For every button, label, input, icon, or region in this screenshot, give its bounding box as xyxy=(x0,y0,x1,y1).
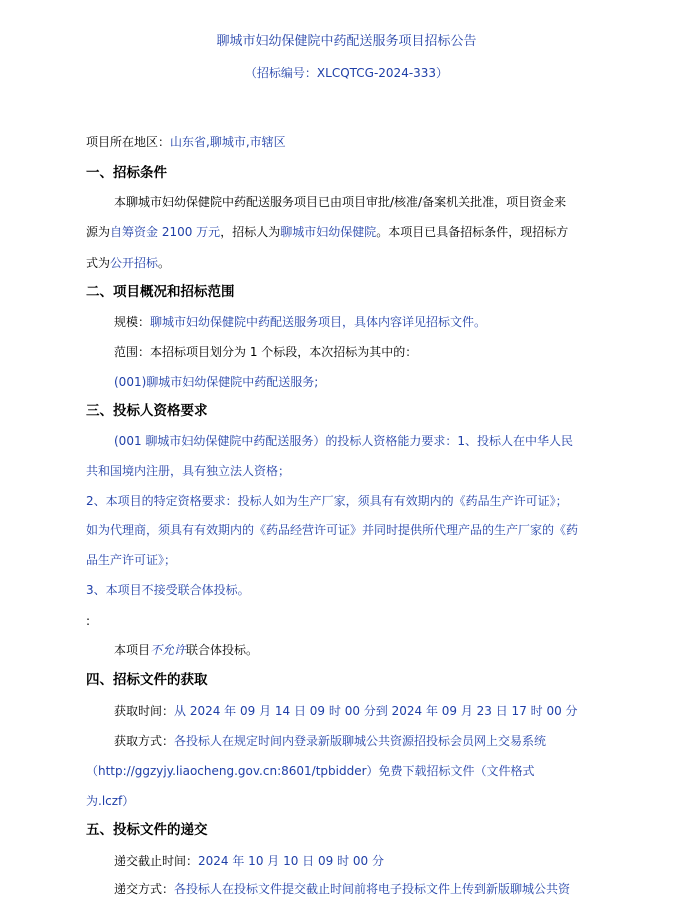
scope-line xyxy=(114,343,417,361)
s1-line-1: 本聊城市妇幼保健院中药配送服务项目已由项目审批/核准/备案机关批准，项目资金来 xyxy=(114,195,567,209)
s1-l2c: ，招标人为 xyxy=(220,225,281,239)
s1-l2e: 。本项目已具备招标条件，现招标方 xyxy=(376,225,569,239)
location-label: 项目所在地区： xyxy=(86,135,171,149)
deadline-value: 2024 年 10 月 10 日 09 时 00 分 xyxy=(198,854,384,868)
location-value: 山东省,聊城市,市辖区 xyxy=(170,135,286,149)
s1-line-2 xyxy=(86,223,568,241)
joint-not-allowed: 不允许 xyxy=(150,643,187,657)
submit-method-label: 递交方式： xyxy=(114,882,175,896)
tenderer-name: 聊城市妇幼保健院 xyxy=(280,225,377,239)
page-title: 聊城市妇幼保健院中药配送服务项目招标公告 xyxy=(216,34,477,49)
section-4-heading: 四、招标文件的获取 xyxy=(86,672,208,688)
scope-label: 范围： xyxy=(114,345,151,359)
s3-line-5: 品生产许可证》； xyxy=(86,553,177,567)
s3-line-1: (001 聊城市妇幼保健院中药配送服务）的投标人资格能力要求：1、投标人在中华人民 xyxy=(114,434,574,448)
acquire-method-l2: （http://ggzyjy.liaocheng.gov.cn:8601/tpbidder）免费下载招标文件（文件格式 xyxy=(86,764,535,778)
scale-value: 聊城市妇幼保健院中药配送服务项目，具体内容详见招标文件。 xyxy=(150,315,487,329)
deadline-line xyxy=(114,852,384,870)
scale-line xyxy=(114,313,486,331)
joint-a: 本项目 xyxy=(114,643,151,657)
section-3-heading: 三、投标人资格要求 xyxy=(86,403,208,419)
s1-l3c: 。 xyxy=(158,256,171,270)
s3-line-2: 共和国境内注册，具有独立法人资格； xyxy=(86,464,291,478)
tender-method: 公开招标 xyxy=(110,256,159,270)
acquire-time-line xyxy=(114,702,578,720)
scale-label: 规模： xyxy=(114,315,151,329)
submit-method-value: 各投标人在投标文件提交截止时间前将电子投标文件上传到新版聊城公共资 xyxy=(174,882,571,896)
acquire-method-l1: 各投标人在规定时间内登录新版聊城公共资源招投标会员网上交易系统 xyxy=(174,734,547,748)
scope-value: 本招标项目划分为 1 个标段，本次招标为其中的： xyxy=(150,345,418,359)
s1-l2a: 源为 xyxy=(86,225,111,239)
acquire-time-value: 从 2024 年 09 月 14 日 09 时 00 分到 2024 年 09 月 23 日 17 时 00 分 xyxy=(174,704,578,718)
s3-line-4: 如为代理商，须具有有效期内的《药品经营许可证》并同时提供所代理产品的生产厂家的《药 xyxy=(86,523,579,537)
lot-item: (001)聊城市妇幼保健院中药配送服务; xyxy=(114,375,319,389)
acquire-method-line xyxy=(114,732,546,750)
section-1-heading: 一、招标条件 xyxy=(86,165,167,181)
project-location xyxy=(86,133,286,151)
s1-l3a: 式为 xyxy=(86,256,111,270)
section-5-heading: 五、投标文件的递交 xyxy=(86,822,208,838)
s3-colon: : xyxy=(86,614,91,628)
funding-source: 自筹资金 2100 万元 xyxy=(110,225,221,239)
s3-line-3: 2、本项目的特定资格要求：投标人如为生产厂家，须具有有效期内的《药品生产许可证》； xyxy=(86,494,568,508)
joint-c: 联合体投标。 xyxy=(186,643,259,657)
acquire-method-l3: 为.lczf） xyxy=(86,794,135,808)
submit-method-line xyxy=(114,880,570,898)
tender-number: （招标编号：XLCQTCG-2024-333） xyxy=(244,66,449,80)
joint-bid-line xyxy=(114,641,258,659)
s1-line-3 xyxy=(86,254,170,272)
acquire-method-label: 获取方式： xyxy=(114,734,175,748)
deadline-label: 递交截止时间： xyxy=(114,854,199,868)
acquire-time-label: 获取时间： xyxy=(114,704,175,718)
s3-line-6: 3、本项目不接受联合体投标。 xyxy=(86,583,250,597)
section-2-heading: 二、项目概况和招标范围 xyxy=(86,284,235,300)
